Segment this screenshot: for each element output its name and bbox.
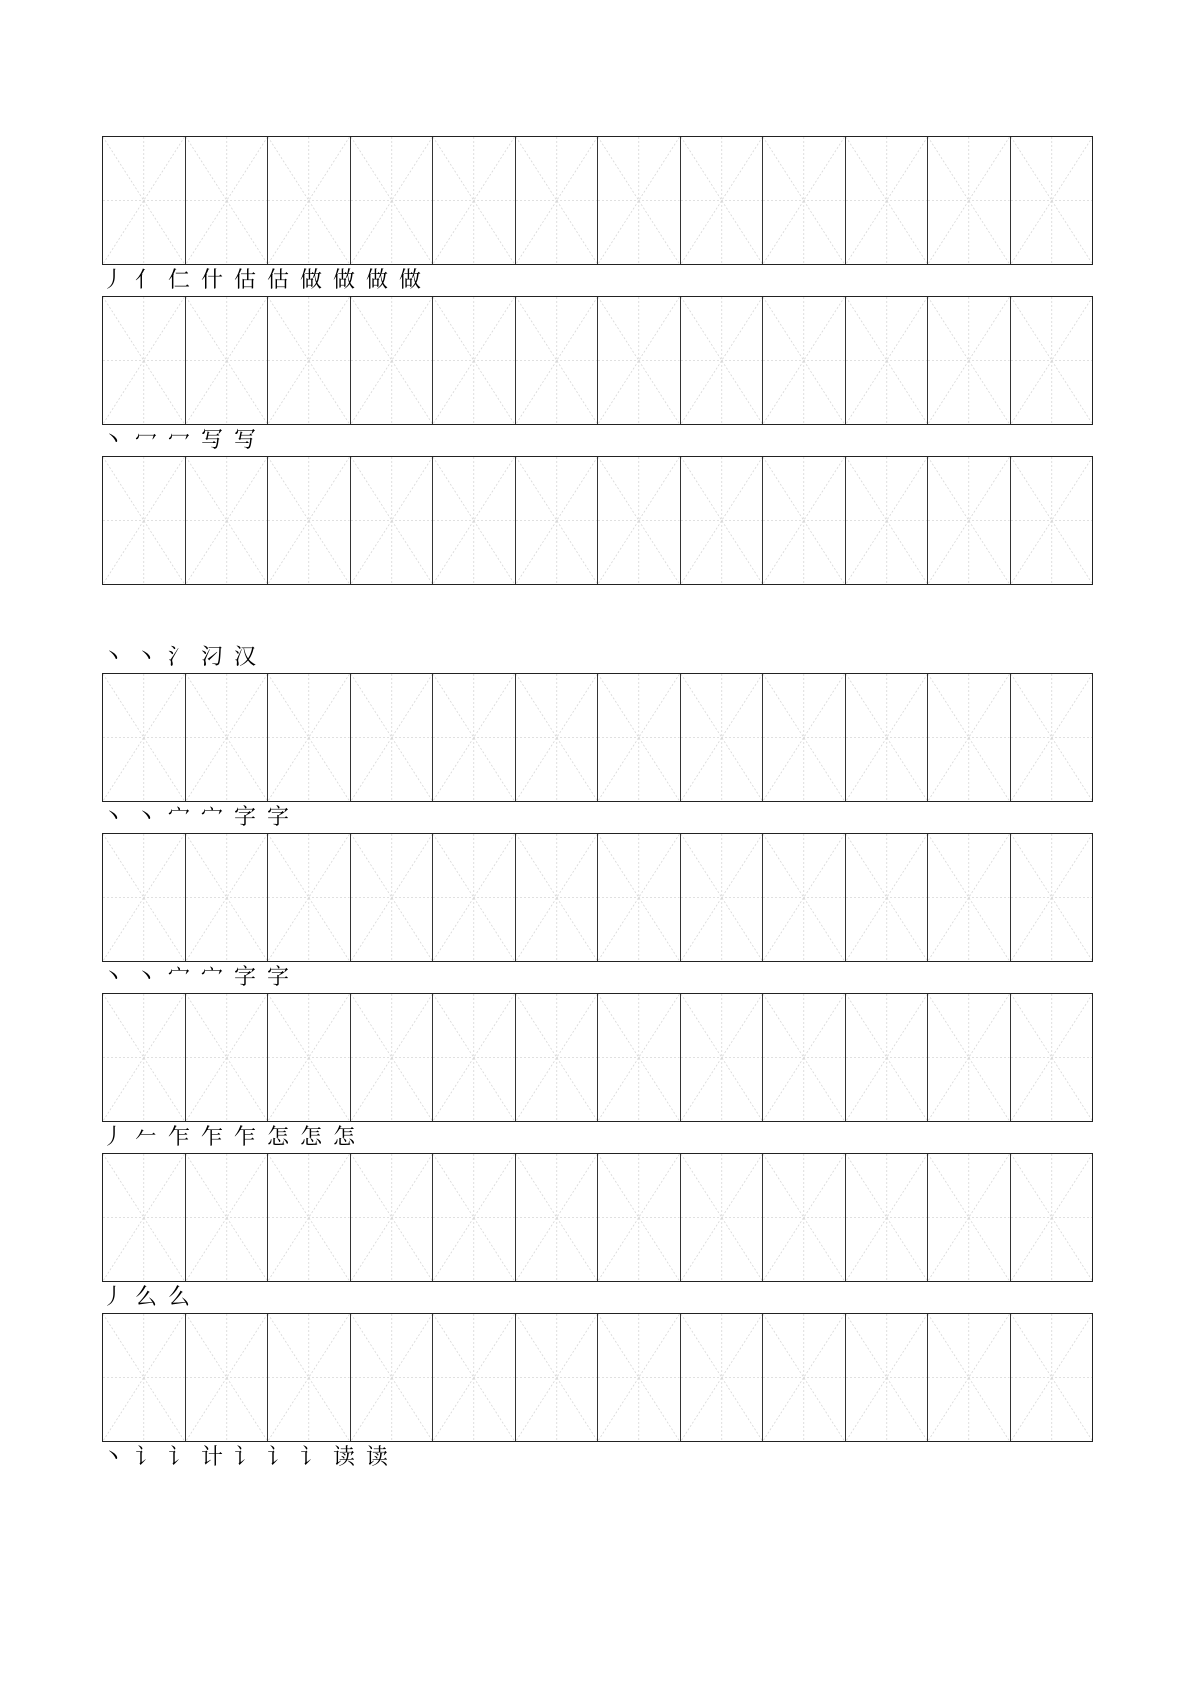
practice-grid-row-7 (102, 1153, 1093, 1282)
writing-cell (351, 1154, 434, 1281)
writing-cell (268, 1154, 351, 1281)
writing-cell (763, 994, 846, 1121)
writing-cell (433, 834, 516, 961)
writing-cell (928, 674, 1011, 801)
writing-cell (103, 994, 186, 1121)
practice-grid-row-8 (102, 1313, 1093, 1442)
writing-cell (681, 457, 764, 584)
writing-cell (928, 297, 1011, 424)
writing-cell (1011, 297, 1093, 424)
practice-grid-row-3 (102, 456, 1093, 585)
writing-cell (1011, 834, 1093, 961)
writing-cell (846, 994, 929, 1121)
writing-cell (351, 297, 434, 424)
writing-cell (516, 994, 599, 1121)
writing-cell (681, 137, 764, 264)
writing-cell (516, 1154, 599, 1281)
writing-cell (268, 834, 351, 961)
writing-cell (186, 834, 269, 961)
writing-cell (598, 1154, 681, 1281)
writing-cell (1011, 137, 1093, 264)
writing-cell (351, 137, 434, 264)
writing-cell (351, 674, 434, 801)
writing-cell (516, 137, 599, 264)
writing-cell (763, 1154, 846, 1281)
writing-cell (516, 457, 599, 584)
writing-cell (186, 674, 269, 801)
writing-cell (846, 674, 929, 801)
practice-grid-row-1 (102, 136, 1093, 265)
writing-cell (351, 994, 434, 1121)
writing-cell (516, 674, 599, 801)
writing-cell (681, 994, 764, 1121)
stroke-order-label-5: 丶 丶 宀 宀 字 字 (102, 805, 291, 830)
writing-cell (846, 457, 929, 584)
writing-cell (103, 1154, 186, 1281)
writing-cell (763, 674, 846, 801)
writing-cell (928, 457, 1011, 584)
writing-cell (681, 1314, 764, 1441)
writing-cell (433, 994, 516, 1121)
writing-cell (433, 297, 516, 424)
writing-cell (433, 137, 516, 264)
practice-grid-row-2 (102, 296, 1093, 425)
writing-cell (433, 674, 516, 801)
writing-cell (186, 137, 269, 264)
writing-cell (268, 137, 351, 264)
writing-cell (103, 297, 186, 424)
writing-cell (351, 834, 434, 961)
writing-cell (928, 1154, 1011, 1281)
writing-cell (268, 457, 351, 584)
writing-cell (186, 1154, 269, 1281)
writing-cell (846, 137, 929, 264)
practice-grid-row-6 (102, 993, 1093, 1122)
writing-cell (846, 1314, 929, 1441)
writing-cell (681, 674, 764, 801)
writing-cell (598, 297, 681, 424)
writing-cell (846, 297, 929, 424)
writing-cell (103, 834, 186, 961)
writing-cell (268, 297, 351, 424)
writing-cell (763, 137, 846, 264)
writing-cell (681, 297, 764, 424)
writing-cell (351, 457, 434, 584)
writing-cell (268, 1314, 351, 1441)
writing-cell (681, 1154, 764, 1281)
writing-cell (103, 674, 186, 801)
writing-cell (928, 834, 1011, 961)
stroke-order-label-4: 丶 丶 氵 汈 汉 (102, 645, 258, 670)
writing-cell (1011, 674, 1093, 801)
writing-cell (928, 1314, 1011, 1441)
writing-cell (103, 1314, 186, 1441)
writing-cell (351, 1314, 434, 1441)
writing-cell (516, 297, 599, 424)
stroke-order-label-2: 丿 亻 仁 什 估 估 做 做 做 做 (102, 268, 423, 293)
writing-cell (433, 1314, 516, 1441)
stroke-order-label-7: 丿 𠂉 乍 乍 乍 怎 怎 怎 (102, 1125, 357, 1150)
writing-cell (846, 1154, 929, 1281)
writing-cell (598, 457, 681, 584)
writing-cell (103, 137, 186, 264)
writing-cell (1011, 1314, 1093, 1441)
writing-cell (598, 674, 681, 801)
practice-grid-row-4 (102, 673, 1093, 802)
writing-cell (763, 457, 846, 584)
writing-cell (186, 994, 269, 1121)
writing-cell (763, 834, 846, 961)
writing-cell (598, 834, 681, 961)
stroke-order-label-3: 丶 冖 冖 写 写 (102, 428, 258, 453)
writing-cell (103, 457, 186, 584)
writing-cell (763, 1314, 846, 1441)
writing-cell (516, 1314, 599, 1441)
writing-cell (433, 1154, 516, 1281)
writing-cell (186, 297, 269, 424)
writing-cell (186, 1314, 269, 1441)
stroke-order-label-9: 丶 讠 讠 计 讠 讠 讠 读 读 (102, 1445, 390, 1470)
writing-cell (516, 834, 599, 961)
stroke-order-label-8: 丿 么 么 (102, 1285, 192, 1310)
stroke-order-label-6: 丶 丶 宀 宀 字 字 (102, 965, 291, 990)
writing-cell (928, 994, 1011, 1121)
writing-cell (598, 137, 681, 264)
writing-cell (763, 297, 846, 424)
writing-cell (268, 674, 351, 801)
writing-cell (1011, 457, 1093, 584)
writing-cell (1011, 1154, 1093, 1281)
writing-cell (268, 994, 351, 1121)
writing-cell (186, 457, 269, 584)
writing-cell (598, 994, 681, 1121)
practice-grid-row-5 (102, 833, 1093, 962)
writing-cell (433, 457, 516, 584)
writing-cell (928, 137, 1011, 264)
writing-cell (846, 834, 929, 961)
writing-cell (681, 834, 764, 961)
writing-cell (598, 1314, 681, 1441)
writing-cell (1011, 994, 1093, 1121)
